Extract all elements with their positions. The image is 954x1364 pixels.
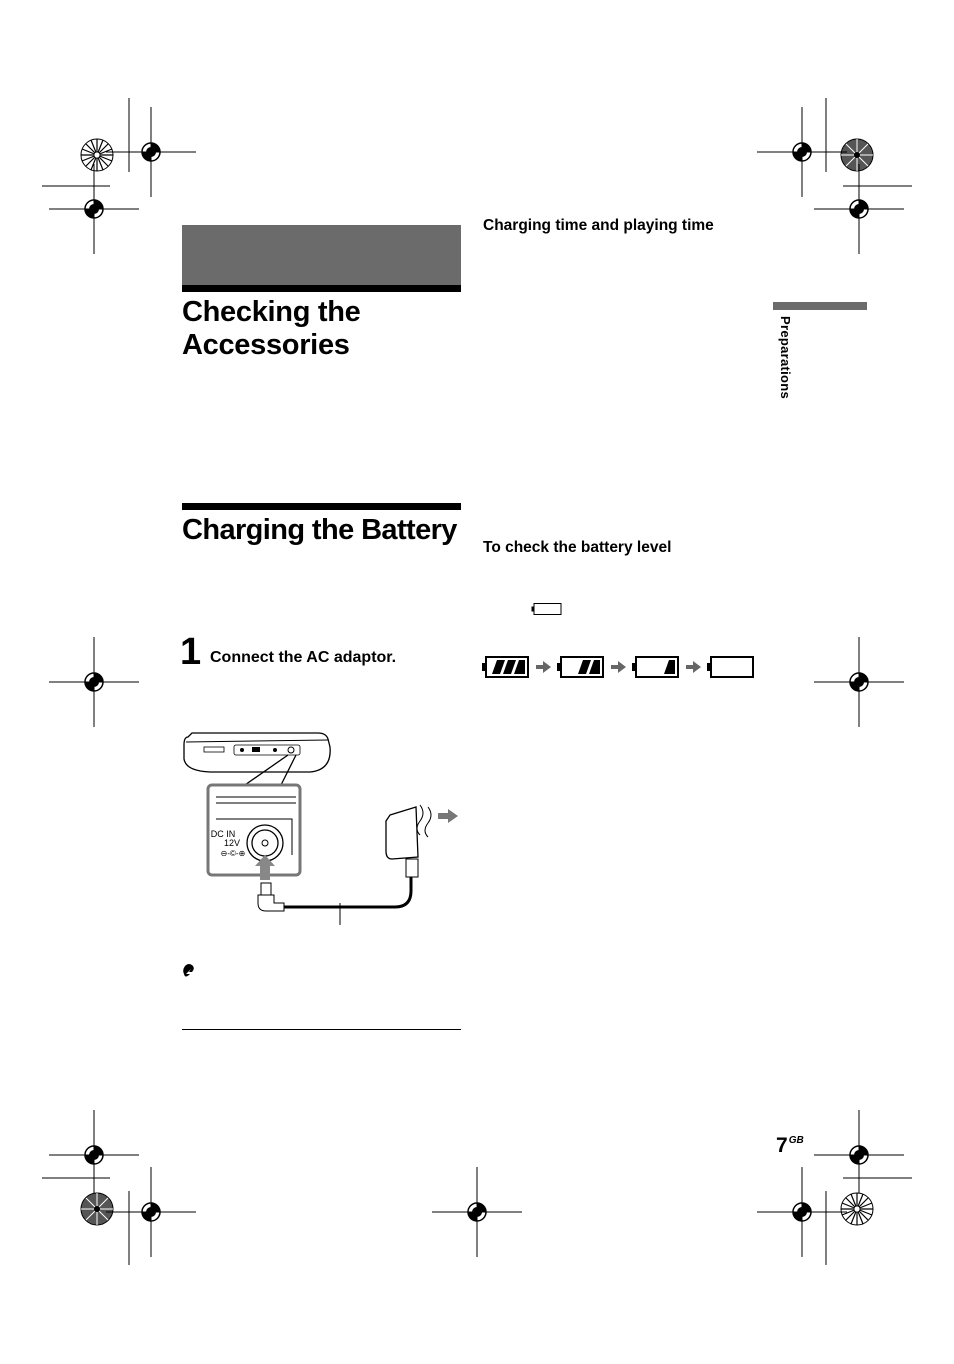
battery-level-heading: To check the battery level (483, 539, 672, 556)
battery-level-full-icon (482, 657, 528, 677)
charging-time-heading: Charging time and playing time (483, 217, 714, 234)
page-number-suffix: GB (788, 1135, 804, 1146)
arrow-icon (686, 661, 701, 673)
battery-level-one-icon (632, 657, 678, 677)
svg-text:⊖-©-⊕: ⊖-©-⊕ (220, 849, 246, 858)
step-instruction: Connect the AC adaptor. (210, 649, 397, 666)
section-tab-label: Preparations (778, 316, 793, 400)
accessories-heading: Checking the Accessories (182, 296, 361, 361)
battery-empty-icon (531, 602, 563, 616)
step-number: 1 (180, 631, 202, 673)
bottom-divider (182, 1029, 461, 1030)
voltage-label: 12V (223, 838, 241, 848)
battery-level-sequence (482, 655, 762, 681)
page-number-value: 7 (776, 1134, 788, 1157)
section-divider (182, 503, 461, 510)
arrow-icon (536, 661, 551, 673)
tip-icon (182, 963, 196, 981)
section-header-bar (182, 225, 461, 292)
battery-level-empty-icon (707, 657, 753, 677)
battery-level-two-icon (557, 657, 603, 677)
arrow-icon (611, 661, 626, 673)
page-number (776, 1134, 804, 1158)
dc-in-label: DC IN (210, 829, 236, 839)
ac-adaptor-illustration (180, 725, 465, 930)
battery-heading: Charging the Battery (182, 514, 457, 546)
section-tab-bar (773, 302, 867, 310)
